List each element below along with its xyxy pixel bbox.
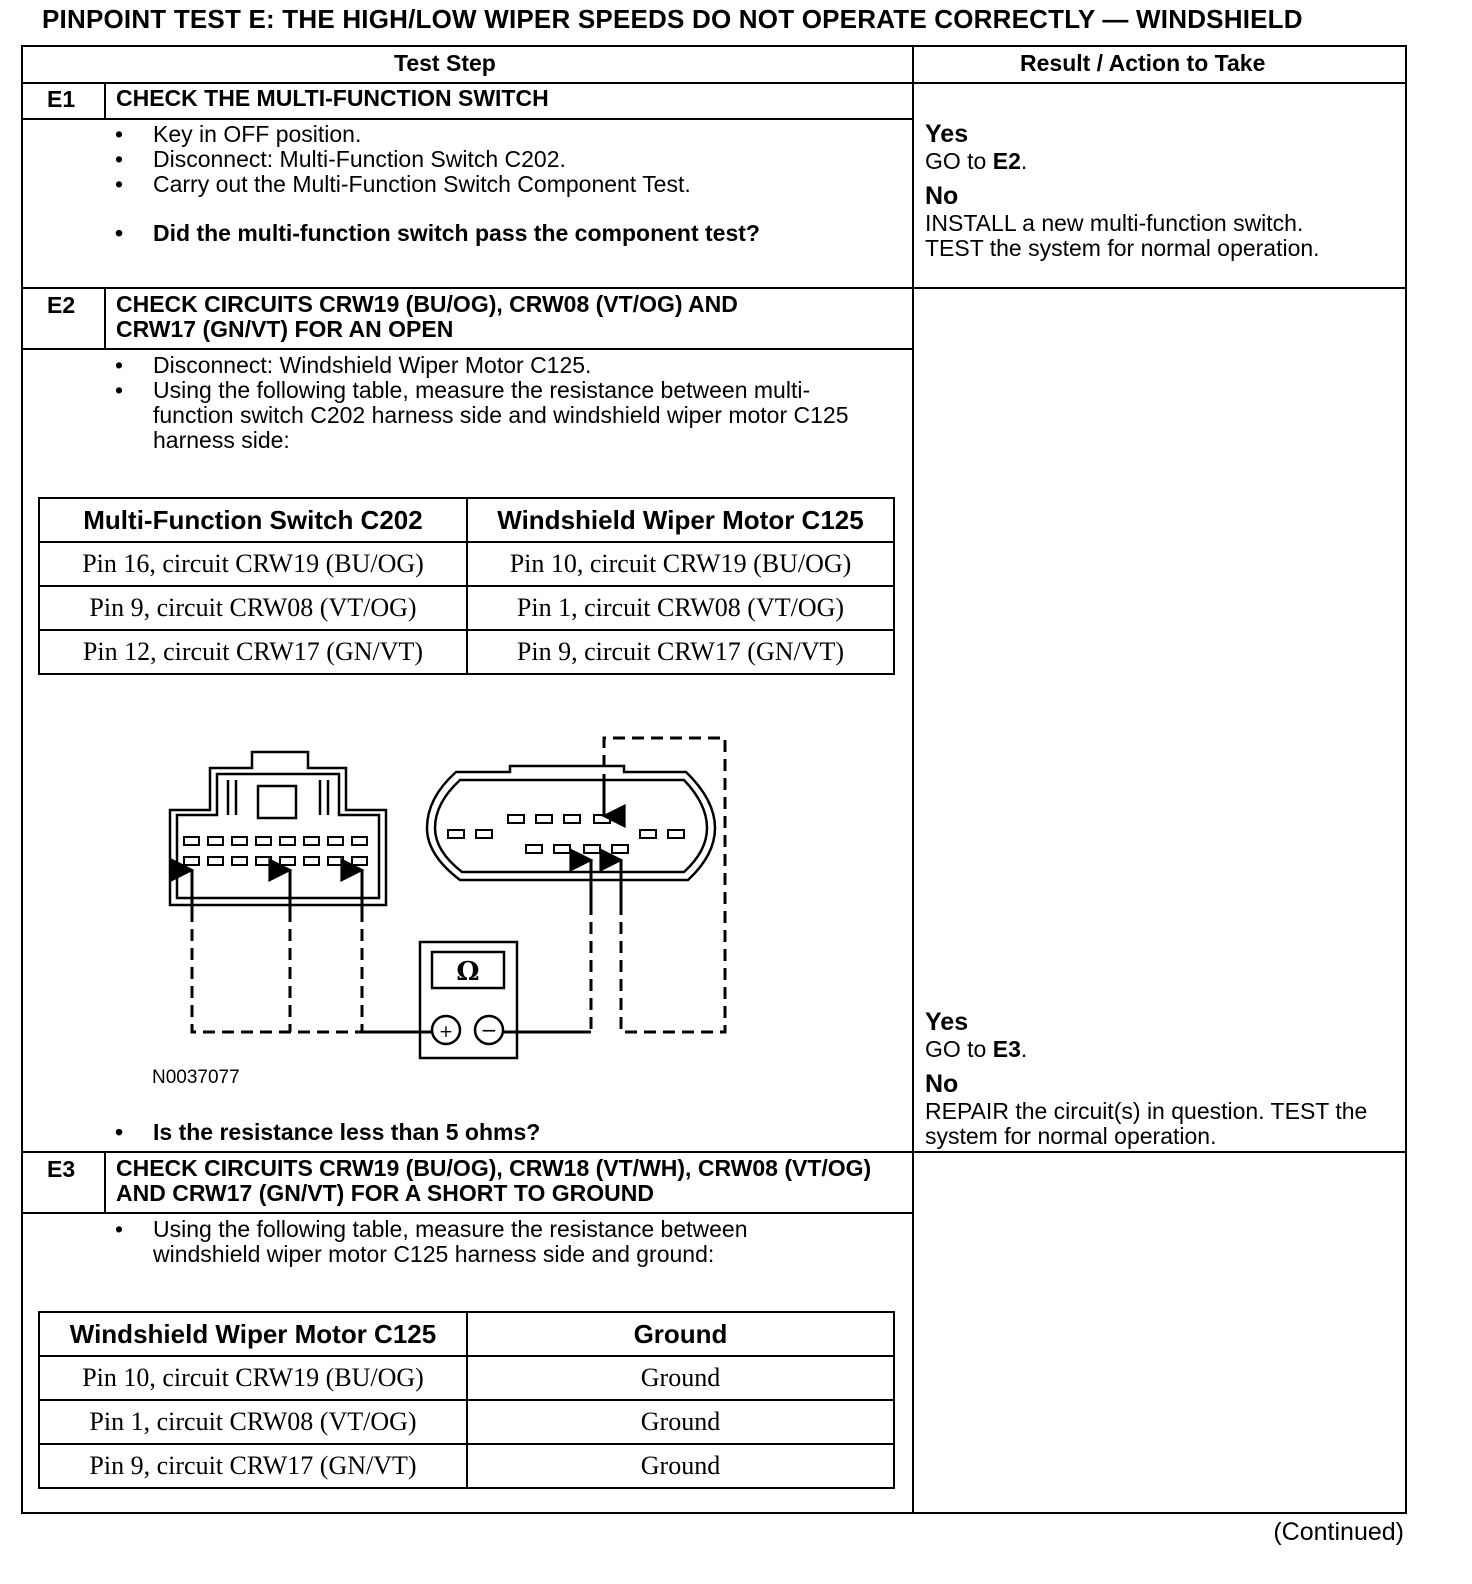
c202-connector-drawing (170, 752, 386, 905)
step-title-e2: CHECK CIRCUITS CRW19 (BU/OG), CRW08 (VT/OG) AND CRW17 (GN/VT) FOR AN OPEN (116, 291, 738, 342)
yes-label: Yes (925, 1008, 969, 1036)
yes-label: Yes (925, 120, 969, 148)
table-cell: Pin 16, circuit CRW19 (BU/OG) (39, 542, 467, 586)
table-cell: Pin 10, circuit CRW19 (BU/OG) (467, 542, 894, 586)
table-header: Multi-Function Switch C202 (39, 498, 467, 542)
e2-id-divider (104, 287, 106, 348)
table-cell: Ground (467, 1444, 894, 1488)
step-title-e1: CHECK THE MULTI-FUNCTION SWITCH (116, 85, 549, 111)
table-cell: Ground (467, 1356, 894, 1400)
step-question: • Is the resistance less than 5 ohms? (115, 1120, 875, 1145)
plus-symbol: + (438, 1022, 454, 1042)
step-e2-question (115, 1120, 875, 1145)
table-row (39, 1400, 894, 1444)
table-cell: Ground (467, 1400, 894, 1444)
yes-action: GO to E3. (925, 1036, 1028, 1062)
header-test-step: Test Step (394, 50, 496, 76)
list-item: • Using the following table, measure the resistance between windshield wiper motor C125 harness side and ground: (115, 1217, 833, 1267)
ohm-symbol: Ω (456, 957, 480, 987)
e1-id-divider (104, 82, 106, 118)
result-e1 (925, 120, 1395, 261)
figure-id: N0037077 (152, 1067, 240, 1088)
step-e3-instructions (115, 1217, 855, 1267)
table-row (39, 542, 894, 586)
table-cell: Pin 9, circuit CRW17 (GN/VT) (39, 1444, 467, 1488)
step-id-e1: E1 (47, 86, 76, 112)
yes-action: GO to E2. (925, 148, 1028, 174)
header-divider (23, 82, 1405, 84)
e1-title-divider (23, 118, 912, 120)
e2-pin-table (38, 497, 895, 675)
e2-end-divider (23, 1151, 1405, 1153)
c125-connector-drawing (427, 766, 715, 880)
goto-link: E3 (992, 1036, 1021, 1062)
list-item: • Key in OFF position. (115, 122, 895, 147)
minus-symbol: − (480, 1018, 498, 1042)
e1-end-divider (23, 287, 1405, 289)
table-row (39, 586, 894, 630)
no-label: No (925, 182, 959, 210)
page-title: PINPOINT TEST E: THE HIGH/LOW WIPER SPEEDS DO NOT OPERATE CORRECTLY — WINDSHIELD (42, 4, 1303, 34)
step-title-e3: CHECK CIRCUITS CRW19 (BU/OG), CRW18 (VT/WH), CRW08 (VT/OG) AND CRW17 (GN/VT) FOR A SHORT TO GROUND (116, 1155, 872, 1206)
e3-title-divider (23, 1212, 912, 1214)
step-e2-instructions (115, 353, 855, 453)
list-item: • Disconnect: Multi-Function Switch C202. (115, 147, 895, 172)
table-row (39, 1444, 894, 1488)
goto-link: E2 (992, 148, 1021, 174)
table-header: Ground (467, 1312, 894, 1356)
continued-label: (Continued) (1273, 1518, 1404, 1546)
no-action: INSTALL a new multi-function switch. TEST the system for normal operation. (925, 210, 1320, 261)
e3-id-divider (104, 1151, 106, 1212)
table-cell: Pin 10, circuit CRW19 (BU/OG) (39, 1356, 467, 1400)
list-item: • Using the following table, measure the resistance between multi-function switch C202 harness side and windshield wiper motor C125 harness side: (115, 378, 853, 453)
list-item: • Disconnect: Windshield Wiper Motor C125. (115, 353, 855, 378)
step-id-e2: E2 (47, 292, 76, 318)
step-id-e3: E3 (47, 1156, 76, 1182)
step-question: • Did the multi-function switch pass the component test? (115, 221, 895, 246)
e3-pin-table (38, 1311, 895, 1489)
table-cell: Pin 9, circuit CRW08 (VT/OG) (39, 586, 467, 630)
table-cell: Pin 1, circuit CRW08 (VT/OG) (39, 1400, 467, 1444)
no-label: No (925, 1070, 959, 1098)
step-e1-instructions (115, 122, 895, 246)
table-cell: Pin 9, circuit CRW17 (GN/VT) (467, 630, 894, 674)
no-action: REPAIR the circuit(s) in question. TEST the system for normal operation. (925, 1098, 1368, 1149)
table-cell: Pin 1, circuit CRW08 (VT/OG) (467, 586, 894, 630)
table-row (39, 1356, 894, 1400)
table-header: Windshield Wiper Motor C125 (39, 1312, 467, 1356)
table-cell: Pin 12, circuit CRW17 (GN/VT) (39, 630, 467, 674)
table-row (39, 630, 894, 674)
list-item: • Carry out the Multi-Function Switch Component Test. (115, 172, 895, 197)
result-e2 (925, 1008, 1395, 1149)
column-divider (912, 47, 914, 1512)
table-header: Windshield Wiper Motor C125 (467, 498, 894, 542)
e2-title-divider (23, 348, 912, 350)
connector-test-diagram (140, 720, 760, 1070)
header-result: Result / Action to Take (1020, 50, 1266, 76)
